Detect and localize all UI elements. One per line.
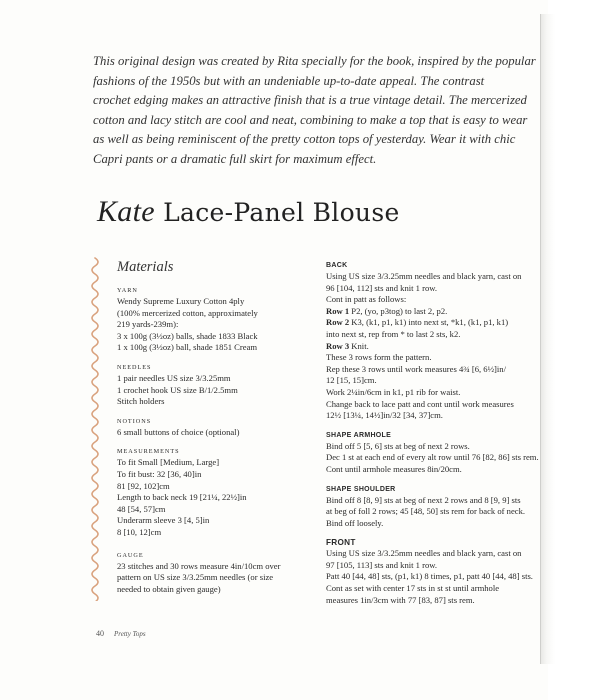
shoulder-line: at beg of foll 2 rows; 45 [48, 50] sts rem for back of neck. [326, 506, 526, 517]
yarn-line: 219 yards-239m): [117, 319, 179, 330]
measurements-line: 8 [10, 12]cm [117, 526, 162, 537]
front-line: measures 1in/3cm with 77 [83, 87] sts rem. [326, 594, 475, 605]
yarn-line: 3 x 100g (3½oz) balls, shade 1833 Black [117, 330, 258, 341]
back-line: 96 [104, 112] sts and knit 1 row. [326, 282, 438, 293]
book-title-footer: Pretty Tops [114, 630, 146, 638]
gauge-label: GAUGE [117, 551, 144, 559]
measurements-line: To fit Small [Medium, Large] [117, 457, 220, 468]
back-line: Rep these 3 rows until work measures 4¾ [6, 6½]in/ [326, 363, 506, 374]
materials-heading: Materials [117, 259, 174, 275]
shape-armhole-heading: SHAPE ARMHOLE [326, 431, 392, 439]
yarn-label: YARN [117, 287, 138, 294]
row-label: Row 1 [326, 305, 350, 316]
pattern-title [97, 195, 400, 229]
pattern-title-rest: Lace-Panel Blouse [163, 198, 400, 227]
back-line: These 3 rows form the pattern. [326, 352, 432, 363]
intro-paragraph [93, 52, 536, 169]
needles-line: Stitch holders [117, 396, 165, 407]
measurements-line: 81 [92, 102]cm [117, 480, 170, 491]
row-text: Knit. [349, 340, 369, 351]
pattern-row [326, 317, 541, 329]
back-heading: BACK [326, 262, 348, 269]
back-line: 12 [15, 15]cm. [326, 375, 377, 386]
row-text: into next st, rep from * to last 2 sts, k2. [326, 328, 461, 339]
measurements-label: MEASUREMENTS [117, 448, 180, 456]
row-label: Row 3 [326, 340, 350, 351]
gauge-line: 23 stitches and 30 rows measure 4in/10cm over [117, 560, 281, 571]
back-line: Work 2¼in/6cm in k1, p1 rib for waist. [326, 386, 461, 397]
yarn-line: 1 x 100g (3½oz) ball, shade 1851 Cream [117, 342, 258, 353]
instructions-column [326, 261, 541, 606]
yarn-line: (100% mercerized cotton, approximately [117, 307, 258, 318]
front-line: Patt 40 [44, 48] sts, (p1, k1) 8 times, p1, patt 40 [44, 48] sts. [326, 571, 533, 582]
materials-column [117, 258, 307, 595]
measurements-line: Underarm sleeve 3 [4, 5]in [117, 515, 210, 526]
crochet-edging-decoration [88, 256, 102, 601]
gauge-line: needed to obtain given gauge) [117, 583, 221, 594]
pattern-row [326, 341, 541, 353]
intro-line: Capri pants or a dramatic full skirt for maximum effect. [93, 151, 377, 166]
front-line: Using US size 3/3.25mm needles and black yarn, cast on [326, 548, 522, 559]
intro-line: as well as being reminiscent of the pretty cotton tops of yesterday. Wear it with chic [93, 132, 516, 146]
armhole-line: Bind off 5 [5, 6] sts at beg of next 2 rows. [326, 440, 470, 451]
next-page-edge [541, 14, 555, 664]
row-label: Row 2 [326, 317, 350, 328]
measurements-line: To fit bust: 32 [36, 40]in [117, 468, 202, 479]
measurements-line: Length to back neck 19 [21¼, 22½]in [117, 492, 247, 503]
pattern-row [326, 329, 541, 341]
shape-shoulder-heading: SHAPE SHOULDER [326, 485, 396, 493]
armhole-line: Cont until armhole measures 8in/20cm. [326, 463, 462, 474]
intro-line: This original design was created by Rita specially for the book, inspired by the popular [93, 54, 536, 68]
intro-line: fashions of the 1950s but with an undeniable up-to-date appeal. The contrast [93, 73, 485, 88]
needles-line: 1 pair needles US size 3/3.25mm [117, 372, 231, 383]
front-heading: FRONT [326, 538, 356, 548]
page-number: 40 [96, 629, 104, 638]
notions-label: NOTIONS [117, 417, 152, 425]
pattern-title-name: Kate [97, 195, 155, 228]
back-line: Cont in patt as follows: [326, 294, 407, 305]
intro-line: crochet edging makes an attractive finish that is a true vintage detail. The mercerized [93, 93, 527, 107]
needles-label: NEEDLES [117, 363, 152, 371]
shoulder-line: Bind off 8 [8, 9] sts at beg of next 2 rows and 8 [9, 9] sts [326, 494, 521, 505]
armhole-line: Dec 1 st at each end of every alt row until 76 [82, 86] sts rem. [326, 452, 539, 463]
page-footer [96, 629, 146, 638]
back-line: 12½ [13¼, 14½]in/32 [34, 37]cm. [326, 410, 443, 421]
row-text: K3, (k1, p1, k1) into next st, *k1, (k1, p1, k1) [349, 317, 509, 328]
needles-line: 1 crochet hook US size B/1/2.5mm [117, 384, 238, 395]
yarn-line: Wendy Supreme Luxury Cotton 4ply [117, 296, 245, 306]
front-line: Cont as set with center 17 sts in st st until armhole [326, 583, 500, 594]
intro-line: cotton and lacy stitch are cool and neat, combining to make a top that is easy to wear [93, 112, 528, 127]
back-line: Using US size 3/3.25mm needles and black yarn, cast on [326, 271, 522, 281]
row-text: P2, (yo, p3tog) to last 2, p2. [349, 305, 448, 316]
front-line: 97 [105, 113] sts and knit 1 row. [326, 559, 438, 570]
pattern-row [326, 306, 541, 318]
shoulder-line: Bind off loosely. [326, 517, 384, 528]
gauge-line: pattern on US size 3/3.25mm needles (or size [117, 572, 274, 583]
measurements-line: 48 [54, 57]cm [117, 503, 166, 514]
notions-line: 6 small buttons of choice (optional) [117, 426, 240, 437]
back-line: Change back to lace patt and cont until work measures [326, 398, 514, 409]
